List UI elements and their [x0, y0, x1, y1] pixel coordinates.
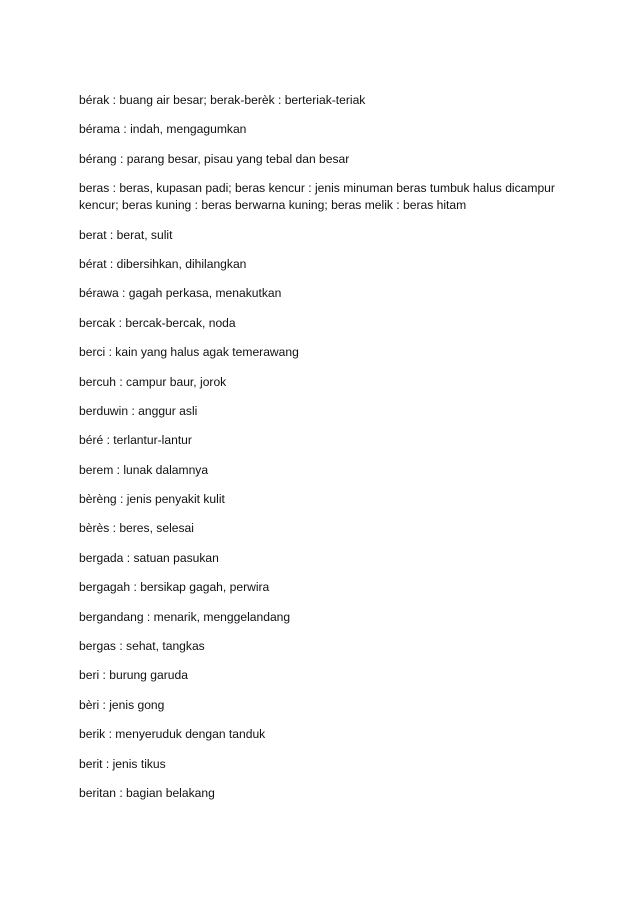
dictionary-entry: bercuh : campur baur, jorok — [79, 374, 227, 389]
dictionary-entry: bergada : satuan pasukan — [79, 550, 219, 565]
dictionary-entry: bérama : indah, mengagumkan — [79, 122, 247, 137]
dictionary-entry: bèri : jenis gong — [79, 697, 165, 712]
dictionary-entry: beras : beras, kupasan padi; beras kencur : jenis minuman beras tumbuk halus dicampur kencur; beras kuning : beras berwarna kuning; beras melik : beras hitam — [79, 181, 555, 213]
dictionary-entry: bercak : bercak-bercak, noda — [79, 315, 236, 330]
dictionary-entry: berem : lunak dalamnya — [79, 462, 209, 477]
dictionary-entry: béré : terlantur-lantur — [79, 433, 192, 448]
dictionary-entry: bérak : buang air besar; berak-berèk : berteriak-teriak — [79, 93, 366, 107]
dictionary-entry: berit : jenis tikus — [79, 756, 166, 771]
dictionary-entry: berik : menyeruduk dengan tanduk — [79, 727, 266, 742]
dictionary-entry-list — [79, 92, 579, 814]
dictionary-entry: berci : kain yang halus agak temerawang — [79, 345, 299, 360]
dictionary-entry: bérang : parang besar, pisau yang tebal dan besar — [79, 151, 350, 166]
dictionary-entry: bérawa : gagah perkasa, menakutkan — [79, 286, 282, 301]
dictionary-entry: bergagah : bersikap gagah, perwira — [79, 580, 270, 595]
dictionary-entry: bergas : sehat, tangkas — [79, 639, 205, 654]
dictionary-entry: beritan : bagian belakang — [79, 785, 215, 800]
dictionary-entry: bergandang : menarik, menggelandang — [79, 609, 291, 624]
dictionary-entry: berat : berat, sulit — [79, 227, 173, 242]
dictionary-entry: berduwin : anggur asli — [79, 403, 198, 418]
dictionary-entry: bèrèng : jenis penyakit kulit — [79, 492, 225, 507]
dictionary-entry: beri : burung garuda — [79, 668, 188, 683]
dictionary-entry: bèrès : beres, selesai — [79, 521, 194, 536]
dictionary-entry: bérat : dibersihkan, dihilangkan — [79, 256, 247, 271]
